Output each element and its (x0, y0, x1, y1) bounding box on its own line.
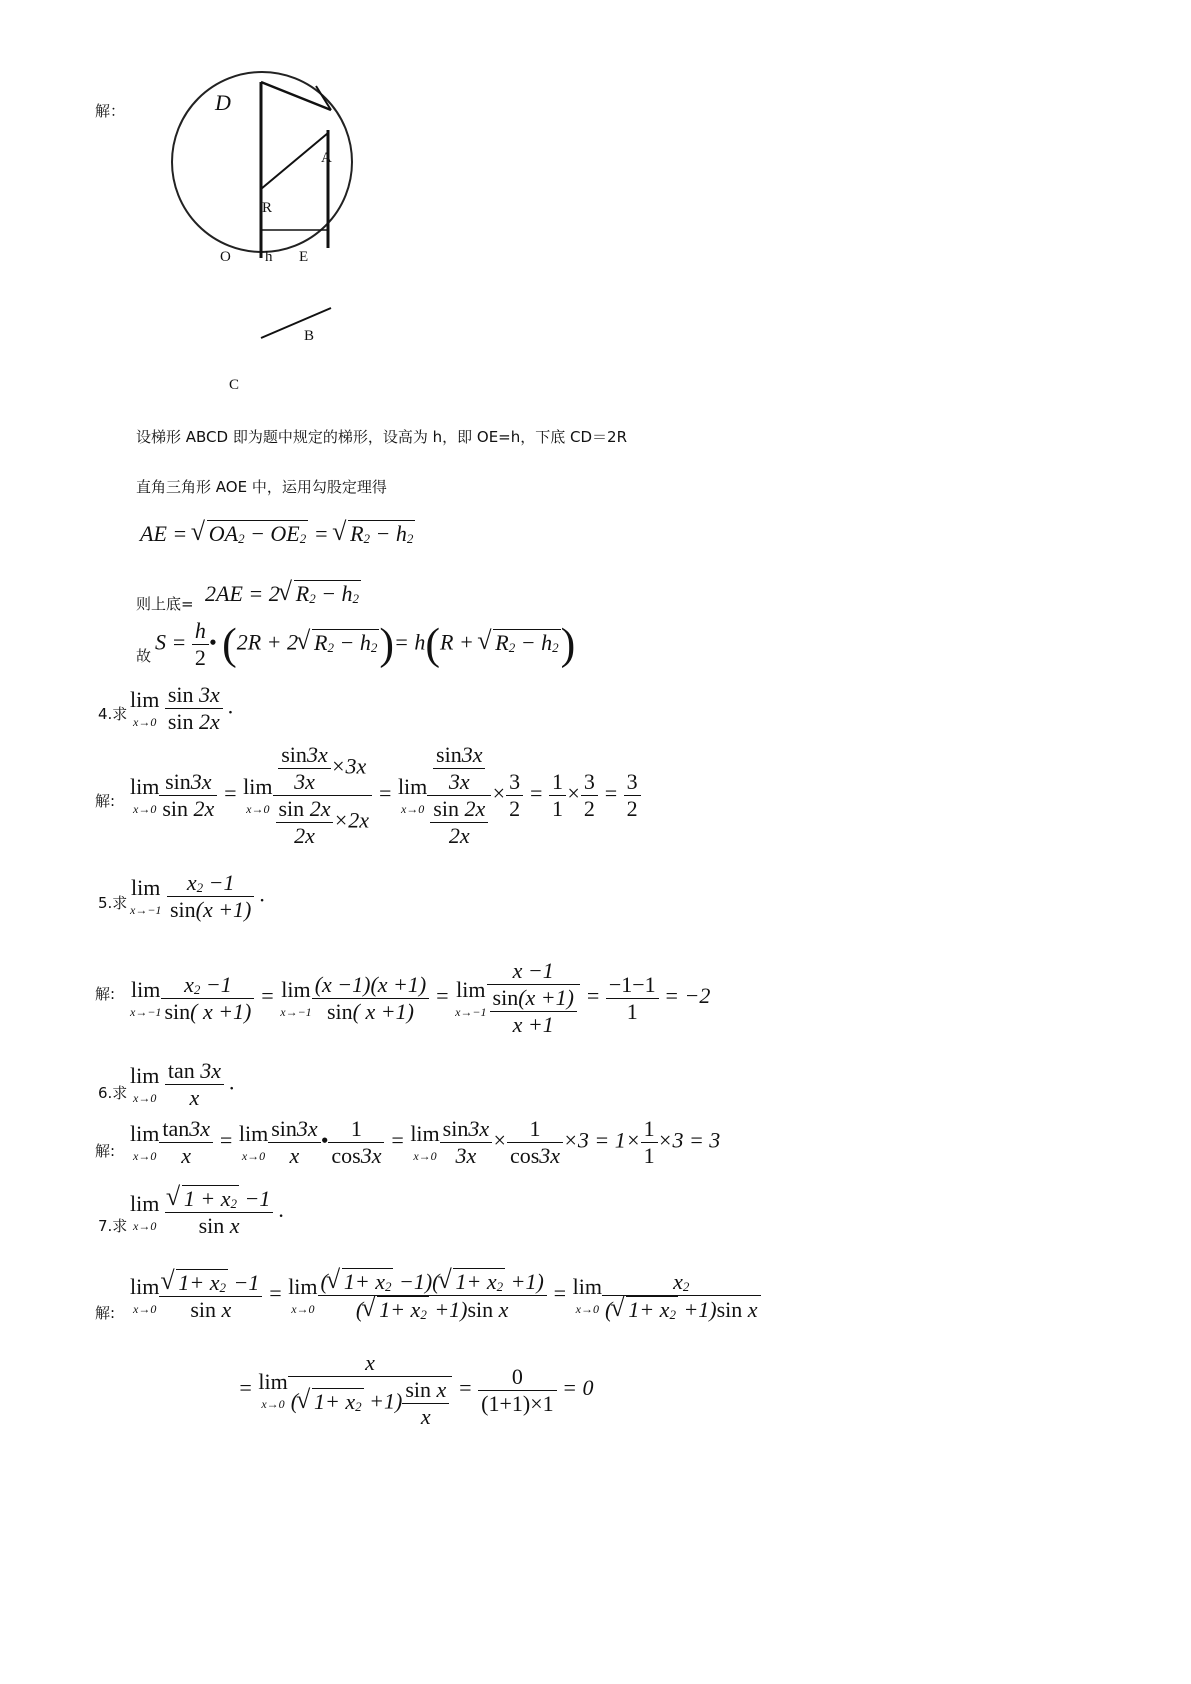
solution-label-intro: 解： (95, 102, 126, 120)
problem-5-solution: lim x→−1 $\frac{x2 -1}{\sin( x +1)}$ = lim x→−1 $\frac{(x -1)(x +1)}{\sin( x +1)}$ = lim x→−1 $\frac{x -1}{\frac{\sin(x +1)}{x +1}}$ = $\frac{-1-1}{1}$ = −2 (130, 958, 711, 1037)
problem-7-solution-line1: lim x→0 √ $\frac{1+ x2 -1}{\text{sin x}}$ = lim x→0 $\frac{(√ 1+ x2 -1)(√ 1+ x2 +1)}{\text{(√ 1+ x2 +1)sin x}}$ = lim x→0 $\frac{x2}{\text{(√ 1+ x2 +1)sin x}}$ (130, 1268, 761, 1323)
formula-upper-base: 2AE = 2√ R2 − h2 (205, 580, 361, 607)
chord-top (261, 82, 331, 110)
problem-5-label: 5.求 (98, 894, 128, 912)
label-A: A (321, 150, 332, 166)
trapezoid-circle-diagram (160, 70, 380, 410)
label-B: B (304, 328, 315, 344)
problem-4-solution-label: 解: (95, 792, 116, 810)
problem-4-label: 4.求 (98, 705, 128, 723)
label-E: E (299, 249, 309, 265)
formula-area-S: S = $\frac{h}{2}$ • (2R + 2√ R2 − h2)= h(R + √ R2 − h2) (155, 618, 575, 671)
problem-6-expression: lim x→0 $\frac{\tan 3x}{x}$ . (130, 1058, 235, 1110)
problem-7-solution-line2: = lim x→0 x (√ 1+ x2 +1) $\frac{\text{sin x}}{x}$ = $\frac{0}{(1+1)\times 1}$ = 0 (238, 1350, 593, 1430)
problem-6-solution-label: 解: (95, 1142, 116, 1160)
label-h: h (265, 249, 273, 265)
lim-text: lim (130, 687, 160, 712)
setup-text: 设梯形 ABCD 即为题中规定的梯形，设高为 h，即 OE=h，下底 CD＝2R (136, 428, 628, 446)
label-O: O (220, 249, 231, 265)
right-triangle-text: 直角三角形 AOE 中，运用勾股定理得 (136, 478, 387, 496)
label-C: C (229, 377, 240, 393)
problem-5-expression: lim x→−1 $\frac{x2 -1}{\sin(x +1)}$ . (130, 870, 266, 922)
therefore-label: 故 (136, 647, 152, 665)
problem-7-expression: lim x→0 √ $\frac{1 + x2 -1}{\text{sin x}}$ . (130, 1185, 284, 1239)
label-R: R (262, 200, 273, 216)
problem-5-solution-label: 解: (95, 985, 116, 1003)
formula-AE: AE = √ OA2 − OE2 = √ R2 − h2 (140, 520, 415, 547)
problem-4-solution: lim x→0 $\frac{\sin 3x}{\sin 2x}$ = lim x→0 $\frac{\sin 3x}{3x}$ ×3x $\frac{\sin 2x}{2x}$ ×2x = lim x→0 $\frac{\frac{\sin 3x}{3x}}{\frac{\sin 2x}{2x}}$ × $\frac{3}{2}$ = $\frac{1}{1}$ × $\frac{3}{2}$ = $\frac{3}{2}$ (130, 742, 641, 849)
problem-7-solution-label: 解: (95, 1304, 116, 1322)
label-D: D (215, 90, 231, 115)
problem-7-label: 7.求 (98, 1217, 128, 1235)
problem-6-label: 6.求 (98, 1084, 128, 1102)
lim-sub: x→0 (133, 715, 157, 729)
problem-4-expression: lim x→0 $\frac{\sin 3x}{\sin 2x}$ . (130, 682, 234, 734)
segment-B (261, 308, 331, 338)
radius-OA (261, 133, 328, 189)
upper-base-label: 则上底= (136, 595, 194, 613)
lim-sub-neg1: x→−1 (130, 903, 162, 917)
problem-6-solution: lim x→0 $\frac{\tan 3x}{x}$ = lim x→0 $\frac{\sin 3x}{x}$ • $\frac{1}{\cos 3x}$ = lim x→0 $\frac{\sin 3x}{3x}$ × $\frac{1}{\cos 3x}$ ×3 = 1× $\frac{1}{1}$ ×3 = 3 (130, 1116, 721, 1168)
